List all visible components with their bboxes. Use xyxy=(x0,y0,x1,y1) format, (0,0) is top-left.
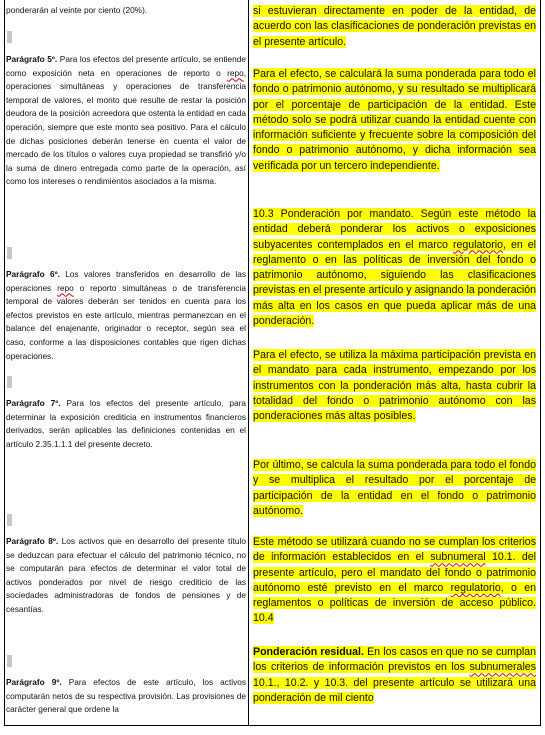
column-divider xyxy=(248,0,249,726)
paragraph-marker xyxy=(7,376,12,388)
spellcheck-word: regulatorio xyxy=(450,581,501,594)
spellcheck-word: subnumerales xyxy=(469,661,536,674)
spellcheck-word: repo xyxy=(57,282,74,293)
spellcheck-word: subnumeral xyxy=(430,551,486,564)
paragraph-6-label: Parágrafo 6º. xyxy=(6,269,60,279)
paragraph-9: Parágrafo 9º. Para efectos de este artículo, los activos computarán netos de su respectiva provisión. Las provisiones de carácter general que ordene la xyxy=(6,677,246,715)
paragraph-marker xyxy=(7,31,12,43)
paragraph-r3: Para el efecto, se utiliza la máxima participación prevista en el mandato para cada instrumento, empezando por los instrumentos con la ponderación más alta, hasta cubrir la totalidad del fondo o patrimonio autónomo con las ponderaciones más altas posibles. xyxy=(253,349,536,423)
spellcheck-word: repo xyxy=(227,67,244,78)
left-column xyxy=(6,0,246,724)
paragraph-5: Parágrafo 5º. Para los efectos del presente artículo, se entiende como exposición neta en operaciones de reporto o repo, operaciones simultáneas y operaciones de transferencia temporal de valores, el monto que resulte de restar la posición deudora de la posición acreedora que ostenta la entidad en cada operación, siempre que este monto sea positivo. Para el cálculo de dichas posiciones deberán tenerse en cuenta el valor de mercado de los títulos o valores cuya propiedad se transfirió y/o la suma de dinero entregada como parte de la operación, así como los intereses o rendimientos asociados a la misma. xyxy=(6,54,246,187)
paragraph-7: Parágrafo 7º. Para los efectos del presente artículo, para determinar la exposición crediticia en instrumentos financieros derivados, serán aplicables las definiciones contenidas en el artículo 2.35.1.1.1 del presente decreto. xyxy=(6,398,246,449)
paragraph-r6: Ponderación residual. En los casos en que no se cumplan los criterios de información previstos en los subnumerales 10.1., 10.2. y 10.3. del presente artículo se utilizará una ponderación de mil ciento xyxy=(253,646,536,704)
paragraph-r4: Por último, se calcula la suma ponderada para todo el fondo y se multiplica el resultado por el porcentaje de participación de la entidad en el fondo o patrimonio autónomo. xyxy=(253,459,536,517)
paragraph-marker xyxy=(7,514,12,526)
paragraph-8-label: Parágrafo 8º. xyxy=(6,536,59,546)
paragraph-r2: 10.3 Ponderación por mandato. Según este método la entidad deberá ponderar los activos o exposiciones subyacentes contemplados en el marco regulatorio, en el reglamento o en las políticas de inversión del fondo o patrimonio autónomo, siguiendo las clasificaciones previstas en el presente artículo y asignando la ponderación más alta en los casos en que pueda aplicar más de una ponderación. xyxy=(253,208,536,328)
paragraph-r0: si estuvieran directamente en poder de la entidad, de acuerdo con las clasificaciones de ponderación previstas en el presente artículo. xyxy=(253,5,536,48)
paragraph-6: Parágrafo 6º. Los valores transferidos en desarrollo de las operaciones repo o reporto simultáneas o de transferencia temporal de valores deberán ser tenidos en cuenta para los efectos previstos en este artículo, mientras permanezcan en el balance del enajenante, originador o receptor, según sea el caso, conforme a las disposiciones contables que rigen dichas operaciones. xyxy=(6,269,246,361)
paragraph-r5: Este método se utilizará cuando no se cumplan los criterios de información establecidos en el subnumeral 10.1. del presente artículo, pero el mandato del fondo o patrimonio autónomo esté previsto en el marco regulatorio, o en reglamentos o políticas de inversión de acceso público. 10.4 xyxy=(253,536,536,625)
paragraph-intro-fragment: ponderarán al veinte por ciento (20%). xyxy=(6,5,148,15)
ponderacion-residual-label: Ponderación residual. xyxy=(253,646,364,658)
paragraph-5-label: Parágrafo 5º. xyxy=(6,54,58,64)
paragraph-9-label: Parágrafo 9º. xyxy=(6,677,62,687)
spellcheck-word: regulatorio xyxy=(452,238,504,251)
paragraph-marker xyxy=(7,247,12,259)
right-column xyxy=(253,0,536,724)
paragraph-7-label: Parágrafo 7º. xyxy=(6,398,61,408)
paragraph-8: Parágrafo 8º. Los activos que en desarrollo del presente título se deduzcan para efectuar el cálculo del patrimonio técnico, no se computarán para efectos de determinar el valor total de activos ponderados por nivel de riesgo crediticio de las sociedades administradoras de fondos de pensiones y de cesantías. xyxy=(6,536,246,614)
paragraph-r1: Para el efecto, se calculará la suma ponderada para todo el fondo o patrimonio autónomo, y su resultado se multiplicará por el porcentaje de participación de la entidad. Este método solo se podrá utilizar cuando la entidad cuente con información suficiente y frecuente sobre la composición del fondo o patrimonio autónomo, y dicha información sea verificada por un tercero independiente. xyxy=(253,68,536,172)
paragraph-marker xyxy=(7,655,12,667)
